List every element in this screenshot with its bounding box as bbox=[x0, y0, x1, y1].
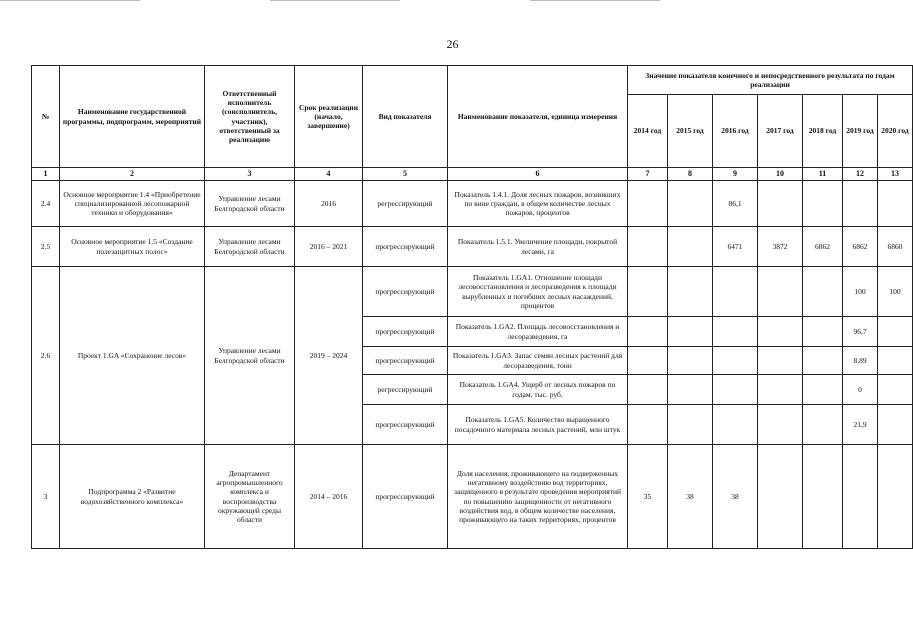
value-cell bbox=[758, 317, 803, 347]
value-cell bbox=[803, 375, 843, 405]
value-cell: 6471 bbox=[713, 227, 758, 267]
value-cell bbox=[668, 227, 713, 267]
column-number: 3 bbox=[205, 168, 295, 181]
value-cell: 0 bbox=[843, 375, 878, 405]
scan-edge-left bbox=[0, 0, 140, 1]
row-name: Подпрограмма 2 «Развитие водохозяйственного комплекса» bbox=[60, 445, 205, 549]
value-cell: 38 bbox=[668, 445, 713, 549]
value-cell bbox=[878, 445, 913, 549]
value-cell: 35 bbox=[628, 445, 668, 549]
row-name: Основное мероприятие 1.5 «Создание полезащитных полос» bbox=[60, 227, 205, 267]
value-cell bbox=[878, 181, 913, 227]
row-executor: Департамент агропромышленного комплекса и воспроизводства окружающей среды области bbox=[205, 445, 295, 549]
row-name: Проект 1.GA «Сохранение лесов» bbox=[60, 267, 205, 445]
value-cell bbox=[713, 317, 758, 347]
row-indicator: Показатель 1.GA2. Площадь лесовосстановления и лесоразведения, га bbox=[448, 317, 628, 347]
scan-edge-mid bbox=[270, 0, 400, 1]
row-kind: прогрессирующий bbox=[363, 227, 448, 267]
value-cell: 3872 bbox=[758, 227, 803, 267]
table-row bbox=[32, 267, 913, 317]
value-cell: 86,1 bbox=[713, 181, 758, 227]
row-number: 2.5 bbox=[32, 227, 60, 267]
row-executor: Управление лесами Белгородской области bbox=[205, 181, 295, 227]
value-cell: 6862 bbox=[843, 227, 878, 267]
value-cell bbox=[843, 445, 878, 549]
row-indicator: Доля населения, проживающего на подверженных негативному воздействию вод территориях, защищенного в результате проведения мероприятий по повышению защищенности от негативного воздействия вод, в общем количестве населения, проживающего на таких территориях, процентов bbox=[448, 445, 628, 549]
value-cell: 6862 bbox=[803, 227, 843, 267]
value-cell bbox=[878, 405, 913, 445]
row-number: 3 bbox=[32, 445, 60, 549]
value-cell: 100 bbox=[843, 267, 878, 317]
value-cell bbox=[758, 181, 803, 227]
value-cell bbox=[628, 405, 668, 445]
table-row bbox=[32, 227, 913, 267]
table-row bbox=[32, 445, 913, 549]
row-kind: прогрессирующий bbox=[363, 405, 448, 445]
column-number: 13 bbox=[878, 168, 913, 181]
value-cell bbox=[668, 267, 713, 317]
value-cell bbox=[803, 181, 843, 227]
column-number: 6 bbox=[448, 168, 628, 181]
header-program-name: Наименование государственной программы, подпрограмм, мероприятий bbox=[60, 66, 205, 168]
value-cell bbox=[803, 405, 843, 445]
page-number: 26 bbox=[446, 37, 459, 51]
value-cell bbox=[878, 375, 913, 405]
value-cell bbox=[668, 347, 713, 375]
value-cell: 100 bbox=[878, 267, 913, 317]
value-cell bbox=[803, 317, 843, 347]
row-executor: Управление лесами Белгородской области bbox=[205, 267, 295, 445]
indicators-table bbox=[31, 65, 913, 549]
value-cell bbox=[758, 267, 803, 317]
row-kind: регрессирующий bbox=[363, 181, 448, 227]
value-cell: 21,9 bbox=[843, 405, 878, 445]
row-indicator: Показатель 1.5.1. Увеличение площади, покрытой лесами, га bbox=[448, 227, 628, 267]
value-cell bbox=[668, 375, 713, 405]
row-number: 2.4 bbox=[32, 181, 60, 227]
value-cell bbox=[628, 227, 668, 267]
column-number: 8 bbox=[668, 168, 713, 181]
header-year: 2017 год bbox=[758, 95, 803, 168]
value-cell bbox=[758, 375, 803, 405]
row-indicator: Показатель 1.GA4. Ущерб от лесных пожаров по годам, тыс. руб. bbox=[448, 375, 628, 405]
column-numbers-row bbox=[32, 168, 913, 181]
header-executor: Ответственный исполнитель (соисполнитель, участник), ответственный за реализацию bbox=[205, 66, 295, 168]
value-cell: 6860 bbox=[878, 227, 913, 267]
row-kind: прогрессирующий bbox=[363, 317, 448, 347]
column-number: 12 bbox=[843, 168, 878, 181]
column-number: 11 bbox=[803, 168, 843, 181]
row-kind: регрессирующий bbox=[363, 375, 448, 405]
value-cell bbox=[668, 181, 713, 227]
header-indicator-kind: Вид показателя bbox=[363, 66, 448, 168]
value-cell bbox=[878, 317, 913, 347]
value-cell bbox=[758, 405, 803, 445]
value-cell bbox=[758, 347, 803, 375]
value-cell bbox=[628, 181, 668, 227]
row-number: 2.6 bbox=[32, 267, 60, 445]
row-period: 2016 bbox=[295, 181, 363, 227]
table-row bbox=[32, 181, 913, 227]
value-cell bbox=[803, 347, 843, 375]
value-cell bbox=[628, 267, 668, 317]
value-cell bbox=[713, 375, 758, 405]
header-year: 2014 год bbox=[628, 95, 668, 168]
value-cell bbox=[628, 317, 668, 347]
column-number: 9 bbox=[713, 168, 758, 181]
header-year: 2019 год bbox=[843, 95, 878, 168]
value-cell bbox=[668, 405, 713, 445]
header-year: 2015 год bbox=[668, 95, 713, 168]
value-cell: 38 bbox=[713, 445, 758, 549]
header-year: 2018 год bbox=[803, 95, 843, 168]
header-indicator-name: Наименование показателя, единица измерения bbox=[448, 66, 628, 168]
value-cell: 8,89 bbox=[843, 347, 878, 375]
row-name: Основное мероприятие 1.4 «Приобретение специализированной лесопожарной техники и оборудования» bbox=[60, 181, 205, 227]
column-number: 1 bbox=[32, 168, 60, 181]
scan-edge-right bbox=[530, 0, 660, 1]
column-number: 5 bbox=[363, 168, 448, 181]
value-cell: 96,7 bbox=[843, 317, 878, 347]
value-cell bbox=[843, 181, 878, 227]
row-kind: прогрессирующий bbox=[363, 445, 448, 549]
value-cell bbox=[803, 445, 843, 549]
row-period: 2014 – 2016 bbox=[295, 445, 363, 549]
row-indicator: Показатель 1.4.1. Доля лесных пожаров, возникших по вине граждан, в общем количестве лесных пожаров, процентов bbox=[448, 181, 628, 227]
header-year: 2016 год bbox=[713, 95, 758, 168]
row-indicator: Показатель 1.GA3. Запас семян лесных растений для лесоразведения, тонн bbox=[448, 347, 628, 375]
column-number: 10 bbox=[758, 168, 803, 181]
column-number: 4 bbox=[295, 168, 363, 181]
value-cell bbox=[628, 347, 668, 375]
value-cell bbox=[878, 347, 913, 375]
header-number: № bbox=[32, 66, 60, 168]
row-period: 2019 – 2024 bbox=[295, 267, 363, 445]
column-number: 2 bbox=[60, 168, 205, 181]
row-executor: Управление лесами Белгородской области bbox=[205, 227, 295, 267]
column-number: 7 bbox=[628, 168, 668, 181]
row-kind: прогрессирующий bbox=[363, 267, 448, 317]
value-cell bbox=[628, 375, 668, 405]
value-cell bbox=[668, 317, 713, 347]
value-cell bbox=[713, 405, 758, 445]
row-indicator: Показатель 1.GA1. Отношение площади лесовосстановления и лесоразведения к площади вырубленных и погибших лесных насаждений, процентов bbox=[448, 267, 628, 317]
header-year: 2020 год bbox=[878, 95, 913, 168]
header-period: Срок реализации (начало, завершение) bbox=[295, 66, 363, 168]
value-cell bbox=[713, 267, 758, 317]
row-indicator: Показатель 1.GA5. Количество выращенного посадочного материала лесных растений, млн штук bbox=[448, 405, 628, 445]
value-cell bbox=[803, 267, 843, 317]
header-values-group: Значение показателя конечного и непосредственного результата по годам реализации bbox=[628, 66, 913, 95]
value-cell bbox=[713, 347, 758, 375]
row-period: 2016 – 2021 bbox=[295, 227, 363, 267]
row-kind: прогрессирующий bbox=[363, 347, 448, 375]
value-cell bbox=[758, 445, 803, 549]
